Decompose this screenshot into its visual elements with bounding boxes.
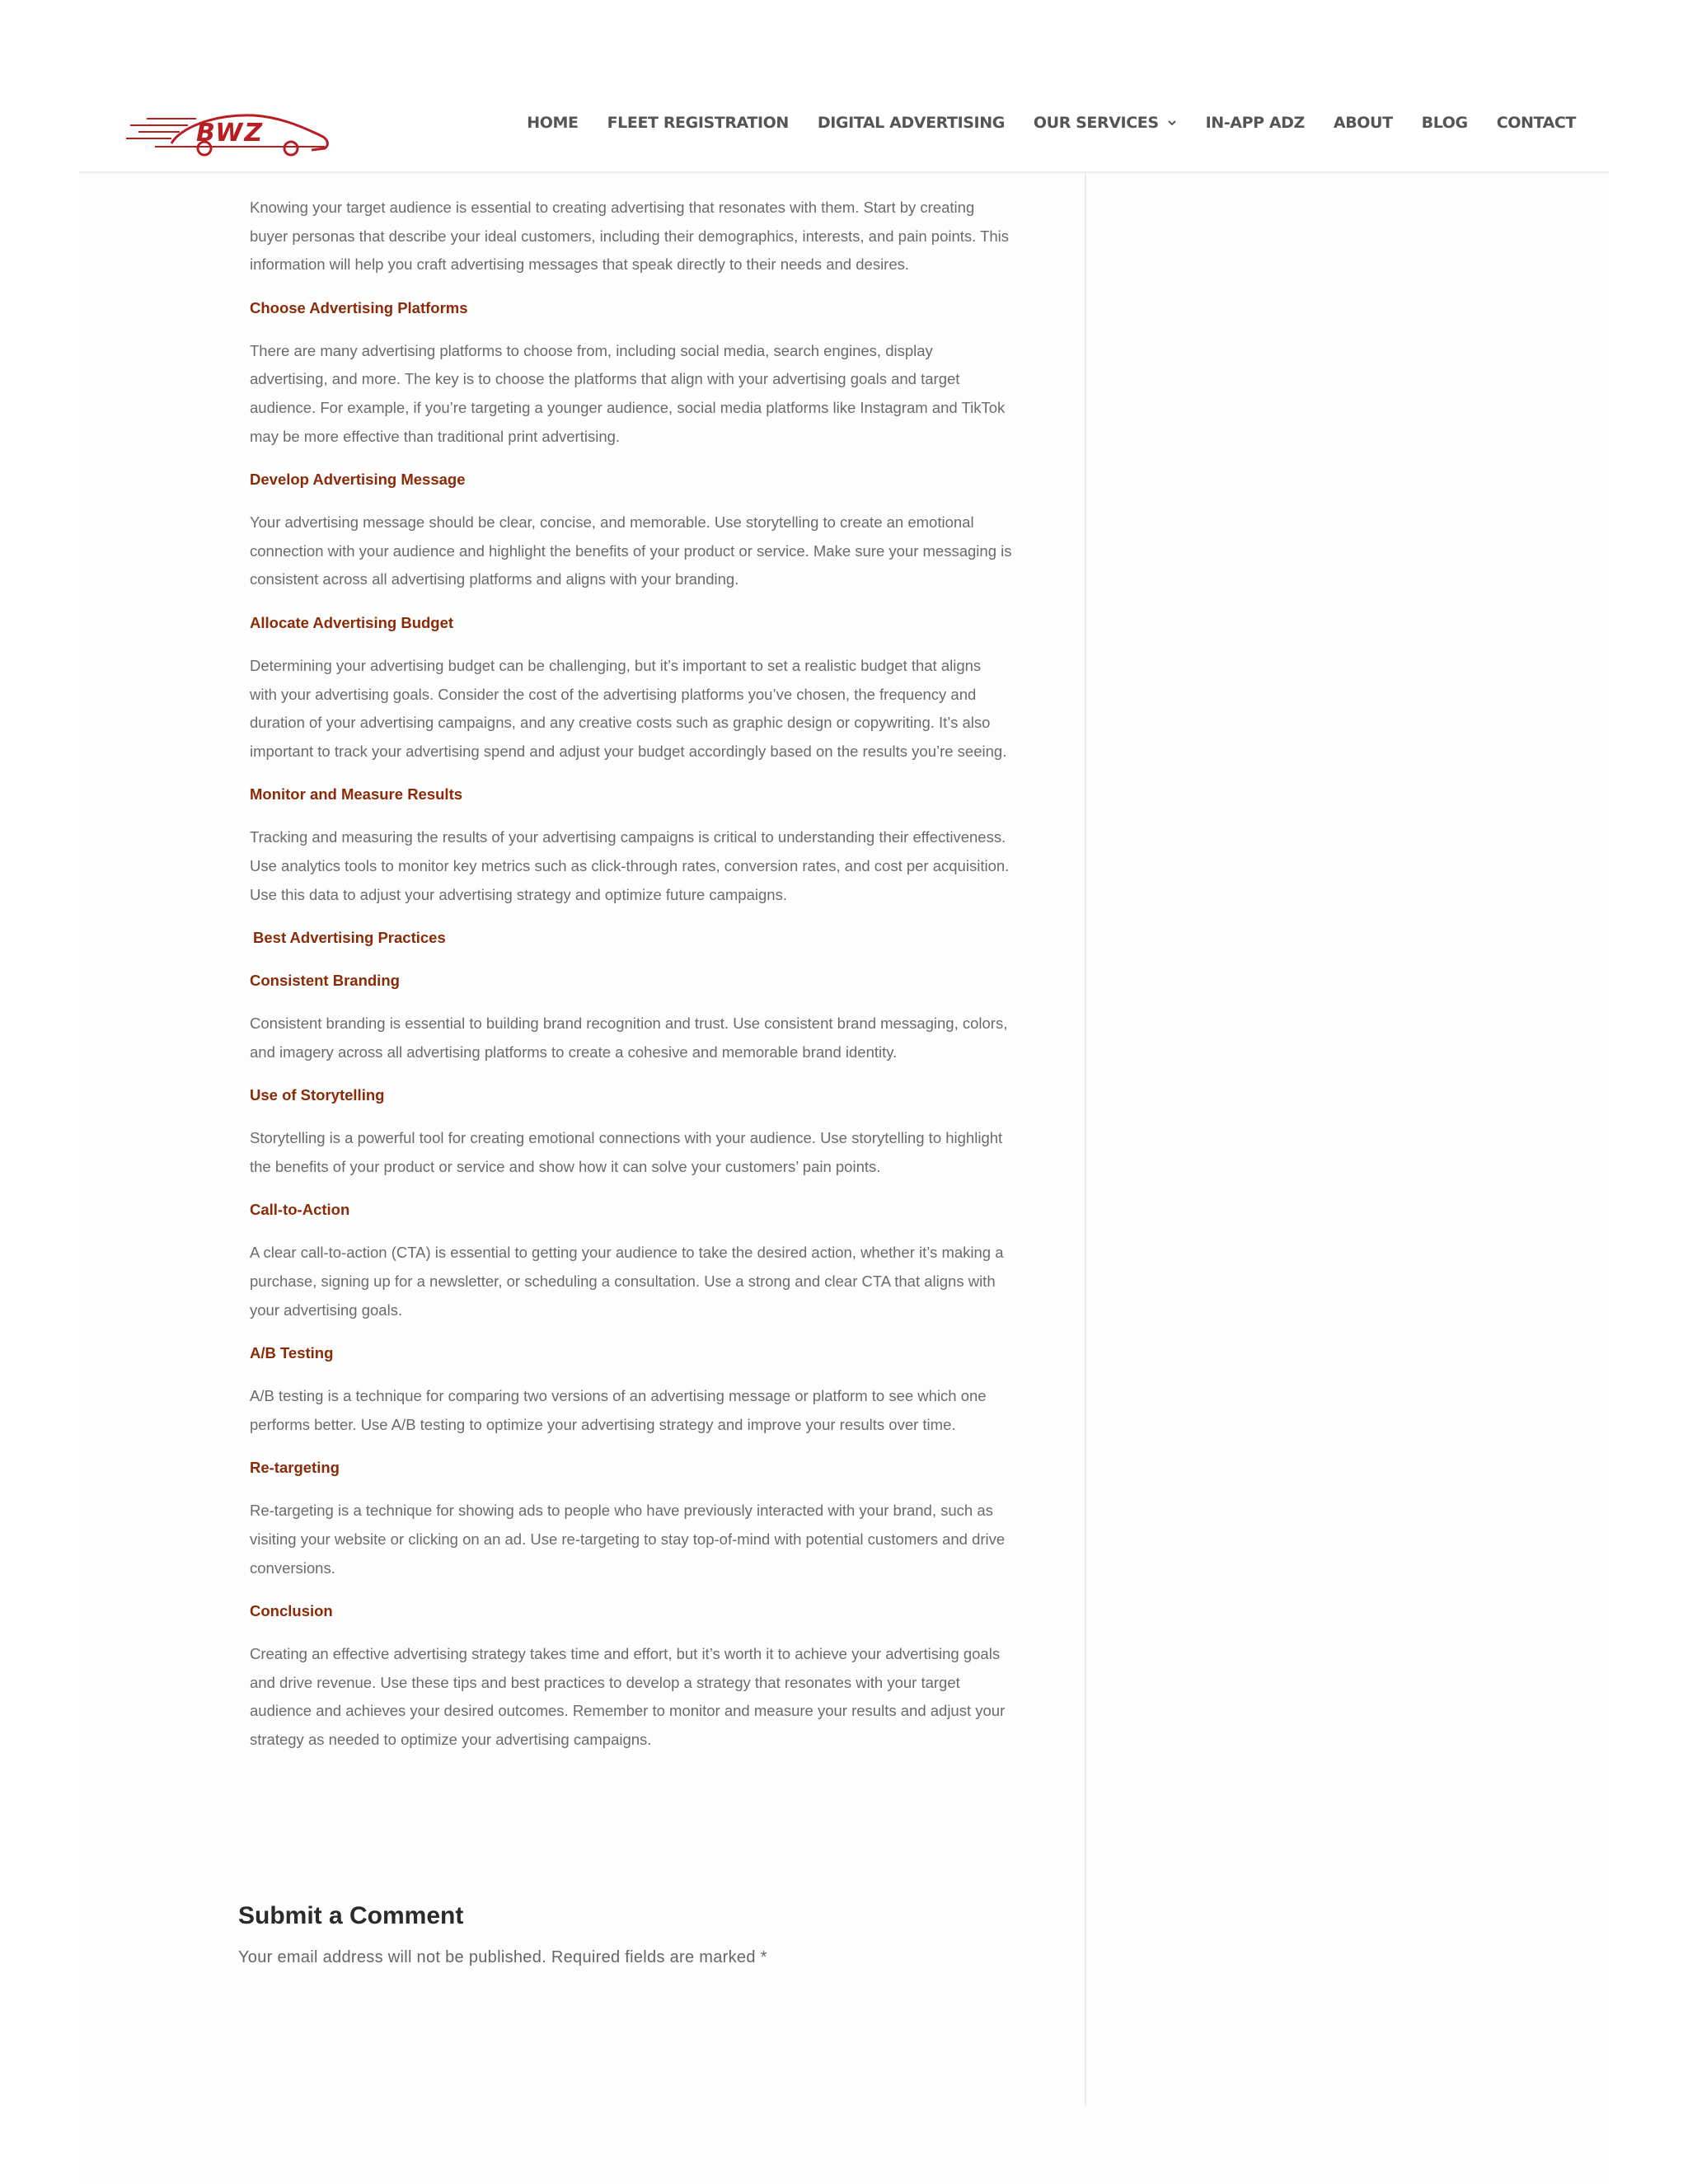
intro-paragraph: Knowing your target audience is essential to creating advertising that resonates with them. Start by creating buyer personas that describe your ideal customers, including their demographics, interests, and pain points. This information will help you craft advertising messages that speak directly to their needs and desires. — [250, 199, 1010, 274]
comment-form-note: Your email address will not be published. Required fields are marked * — [238, 1948, 767, 1966]
chevron-down-icon — [1167, 118, 1177, 128]
practice-paragraph: Re-targeting is a technique for showing ads to people who have previously interacted with your brand, such as visiting your website or clicking on an ad. Use re-targeting to stay top-of-mind with potential customers and drive conversions. — [250, 1502, 1006, 1577]
practice-paragraph: A/B testing is a technique for comparing two versions of an advertising message or platform to see which one performs better. Use A/B testing to optimize your advertising strategy and improve your results over time. — [250, 1387, 987, 1433]
practice-heading: Use of Storytelling — [250, 1086, 385, 1104]
practice-heading: Re-targeting — [250, 1459, 340, 1477]
nav-home[interactable]: HOME — [527, 114, 579, 132]
sidebar-divider — [1085, 173, 1086, 2106]
nav-digital-advertising[interactable]: DIGITAL ADVERTISING — [817, 114, 1005, 132]
comment-form-title: Submit a Comment — [238, 1902, 464, 1929]
section-heading: Monitor and Measure Results — [250, 785, 463, 804]
logo-text: BWZ — [196, 119, 265, 148]
section-heading: Develop Advertising Message — [250, 471, 466, 489]
section-heading: Allocate Advertising Budget — [250, 613, 454, 631]
site-logo[interactable] — [122, 97, 336, 163]
nav-our-services[interactable] — [1034, 114, 1177, 132]
nav-our-services-label: OUR SERVICES — [1033, 114, 1159, 132]
practices-heading: Best Advertising Practices — [253, 929, 446, 947]
nav-contact[interactable]: CONTACT — [1496, 114, 1576, 132]
section-paragraph: Determining your advertising budget can be challenging, but it’s important to set a realistic budget that aligns with your advertising goals. Consider the cost of the advertising platforms you’ve chosen, the frequency and duration of your advertising campaigns, and any creative costs such as graphic design or copywriting. It’s also important to track your advertising spend and adjust your budget accordingly based on the results you’re seeing. — [250, 656, 1007, 760]
section-paragraph: Tracking and measuring the results of your advertising campaigns is critical to understanding their effectiveness. Use analytics tools to monitor key metrics such as click-through rates, conversion rates, and cost per acquisition. Use this data to adjust your advertising strategy and optimize future campaigns. — [250, 828, 1010, 903]
section-paragraph: Your advertising message should be clear, concise, and memorable. Use storytelling to create an emotional connection with your audience and highlight the benefits of your product or service. Make sure your messaging is consistent across all advertising platforms and aligns with your branding. — [250, 513, 1012, 588]
main-nav — [498, 114, 1576, 132]
practice-paragraph: A clear call-to-action (CTA) is essential to getting your audience to take the desired action, whether it’s making a purchase, signing up for a newsletter, or scheduling a consultation. Use a strong and clear CTA that aligns with your advertising goals. — [250, 1244, 1004, 1319]
section-paragraph: There are many advertising platforms to choose from, including social media, search engines, display advertising, and more. The key is to choose the platforms that align with your advertising goals and target audience. For example, if you’re targeting a younger audience, social media platforms like Instagram and TikTok may be more effective than traditional print advertising. — [250, 341, 1006, 445]
practice-heading: Call-to-Action — [250, 1201, 350, 1219]
nav-fleet-registration[interactable]: FLEET REGISTRATION — [607, 114, 789, 132]
practice-heading: Consistent Branding — [250, 972, 400, 990]
article-body — [250, 194, 1012, 1769]
conclusion-paragraph: Creating an effective advertising strategy takes time and effort, but it’s worth it to achieve your advertising goals and drive revenue. Use these tips and best practices to develop a strategy that resonates with your target audience and achieves your desired outcomes. Remember to monitor and measure your results and adjust your strategy as needed to optimize your advertising campaigns. — [250, 1645, 1006, 1748]
practice-paragraph: Consistent branding is essential to building brand recognition and trust. Use consistent brand messaging, colors, and imagery across all advertising platforms to create a cohesive and memorable brand identity. — [250, 1015, 1008, 1061]
nav-about[interactable]: ABOUT — [1333, 114, 1393, 132]
conclusion-heading: Conclusion — [250, 1602, 333, 1620]
site-header — [79, 89, 1609, 173]
practice-heading: A/B Testing — [250, 1344, 334, 1362]
nav-blog[interactable]: BLOG — [1421, 114, 1468, 132]
nav-in-app-adz[interactable]: IN-APP ADZ — [1205, 114, 1305, 132]
section-heading: Choose Advertising Platforms — [250, 298, 468, 316]
practice-paragraph: Storytelling is a powerful tool for creating emotional connections with your audience. Use storytelling to highlight the benefits of your product or service and show how it can solve your customers’ pain points. — [250, 1129, 1003, 1175]
